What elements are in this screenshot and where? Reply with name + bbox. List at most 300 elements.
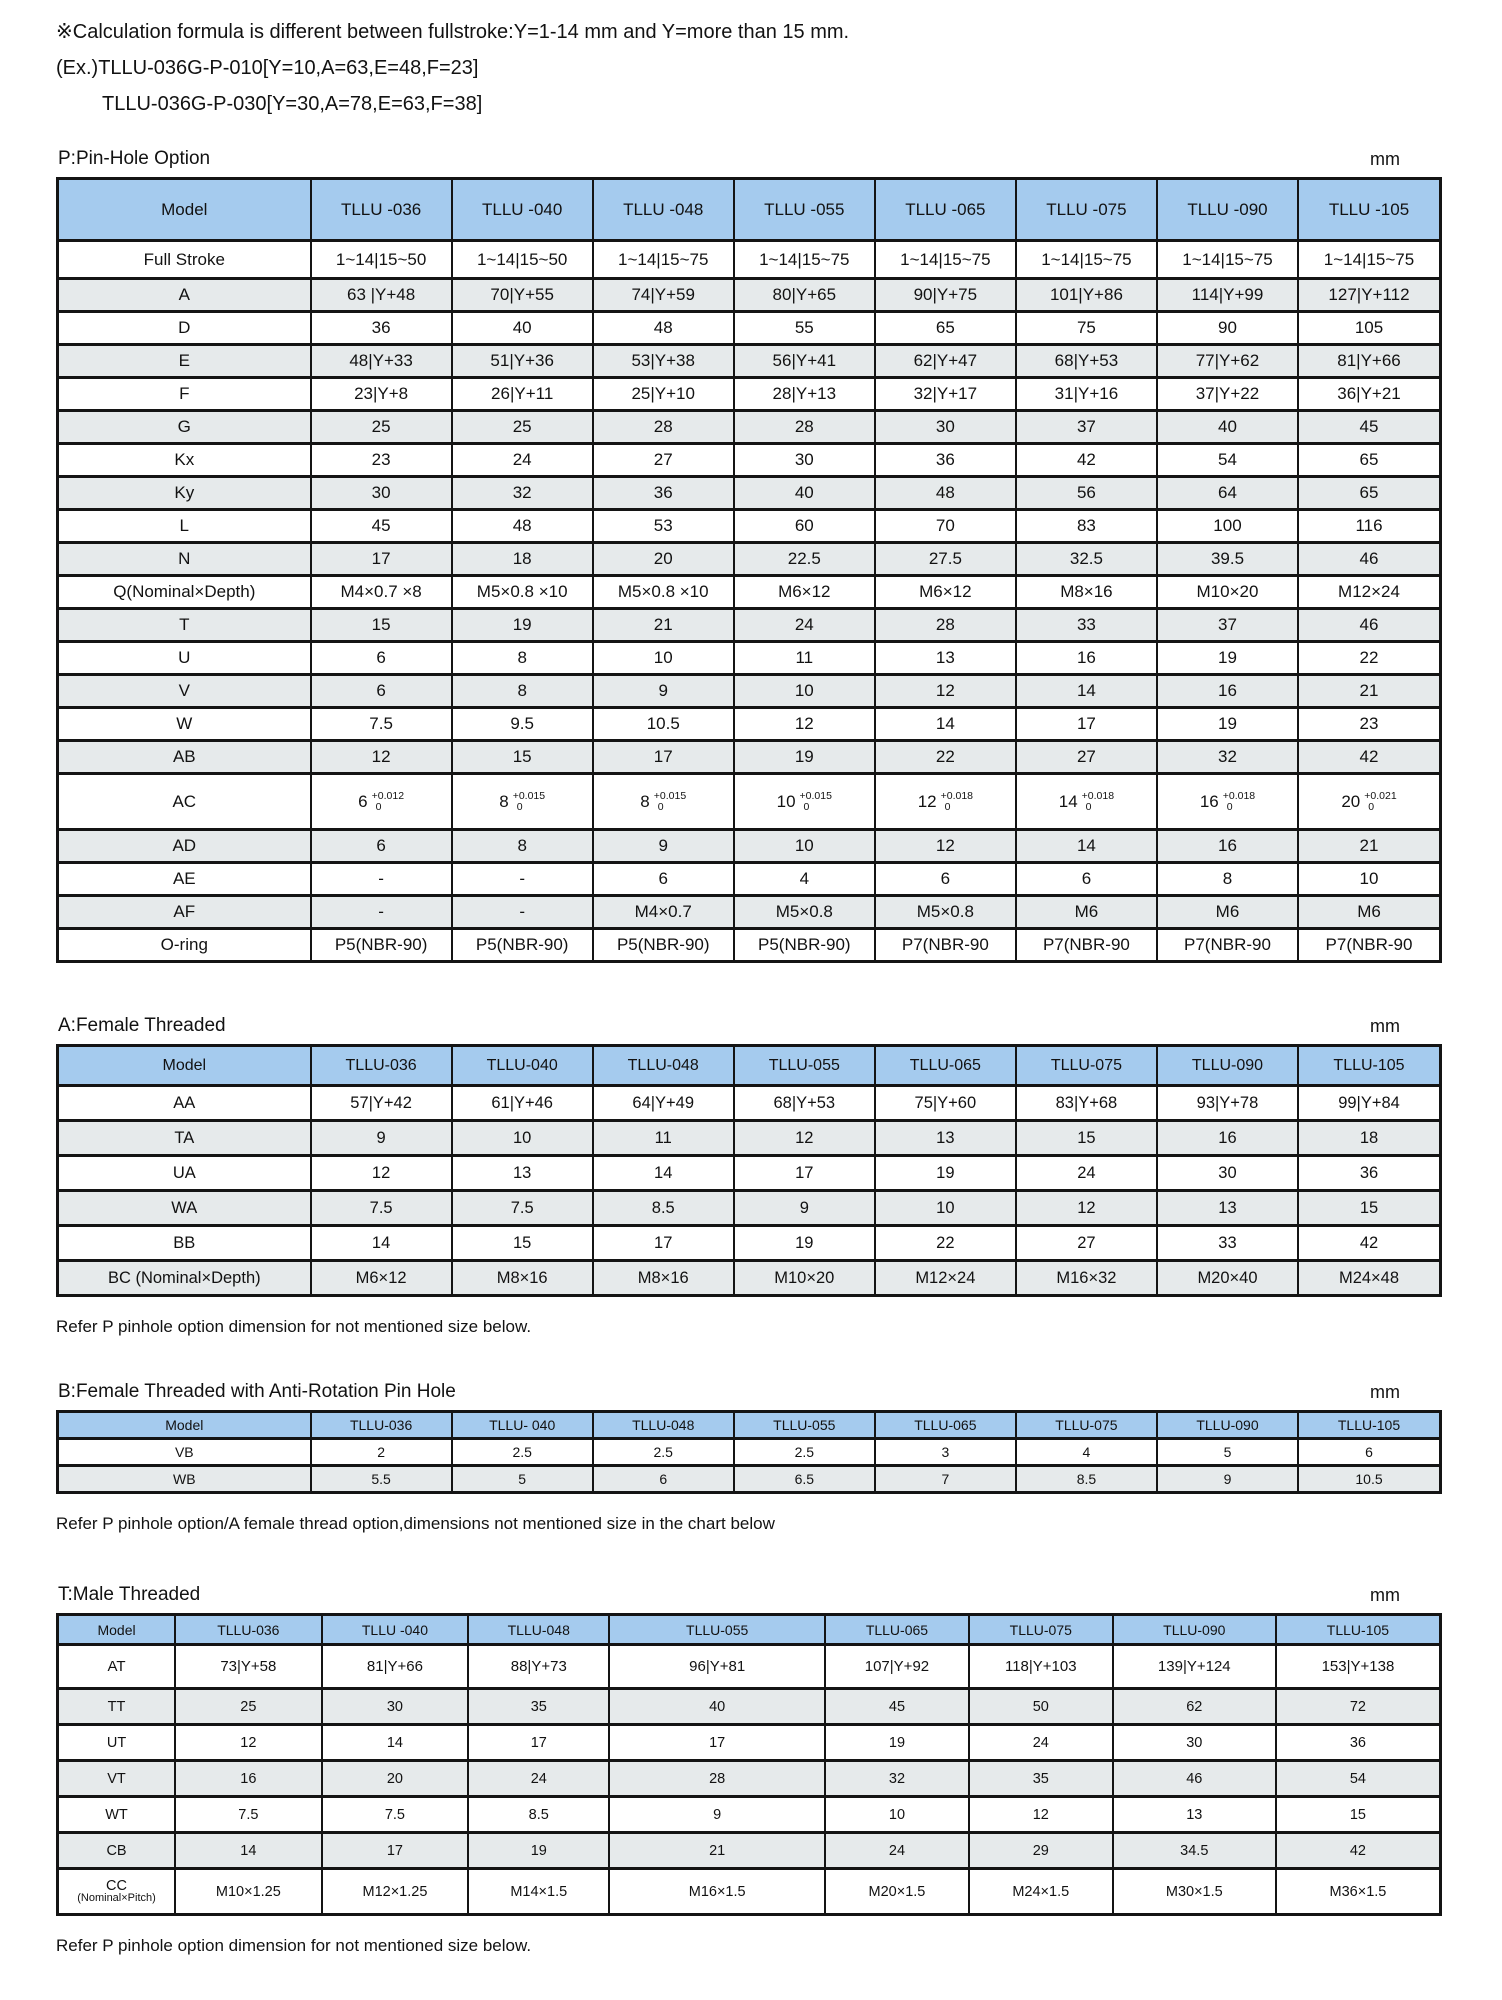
row-label: AF <box>58 896 311 929</box>
table-cell: 61|Y+46 <box>452 1086 593 1121</box>
section-header-female-threaded <box>56 1015 1442 1037</box>
section-header-male-threaded <box>56 1584 1442 1606</box>
table-cell: 32|Y+17 <box>875 378 1016 411</box>
table-cell: 22.5 <box>734 543 875 576</box>
table-cell: - <box>452 896 593 929</box>
row-label: AA <box>58 1086 311 1121</box>
table-cell: 75|Y+60 <box>875 1086 1016 1121</box>
table-cell: 46 <box>1298 543 1440 576</box>
table-cell: 36 <box>311 312 452 345</box>
section-title: T:Male Threaded <box>58 1584 201 1605</box>
column-header: TLLU-065 <box>825 1615 969 1645</box>
table-cell: 17 <box>609 1725 825 1761</box>
table-row <box>58 1226 1441 1261</box>
table-row <box>58 609 1441 642</box>
table-row <box>58 1689 1441 1725</box>
table-cell: 23 <box>1298 708 1440 741</box>
row-label: VT <box>58 1761 176 1797</box>
column-header: TLLU-055 <box>609 1615 825 1645</box>
table-cell: 54 <box>1157 444 1298 477</box>
row-label: F <box>58 378 311 411</box>
table-cell: 36|Y+21 <box>1298 378 1440 411</box>
table-cell: 10.5 <box>1298 1466 1440 1493</box>
table-cell: P5(NBR-90) <box>311 929 452 962</box>
table-cell: 88|Y+73 <box>468 1645 609 1689</box>
table-row <box>58 708 1441 741</box>
table-cell: 25 <box>452 411 593 444</box>
row-label: T <box>58 609 311 642</box>
table-cell: 99|Y+84 <box>1298 1086 1440 1121</box>
table-row <box>58 1833 1441 1869</box>
column-header: TLLU-048 <box>593 1046 734 1086</box>
table-cell: 19 <box>734 741 875 774</box>
unit-label: mm <box>1370 1585 1400 1605</box>
table-cell: 10 +0.015 0 <box>734 774 875 830</box>
table-cell: 16 <box>1157 830 1298 863</box>
table-cell: 7.5 <box>311 1191 452 1226</box>
table-row <box>58 510 1441 543</box>
table-cell: P5(NBR-90) <box>734 929 875 962</box>
table-cell: 64 <box>1157 477 1298 510</box>
column-header: TLLU -040 <box>322 1615 469 1645</box>
column-header: TLLU -055 <box>734 179 875 241</box>
table-cell: 7 <box>875 1466 1016 1493</box>
table-cell: 27.5 <box>875 543 1016 576</box>
table-cell: M20×40 <box>1157 1261 1298 1296</box>
table-cell: 80|Y+65 <box>734 279 875 312</box>
table-cell: 65 <box>875 312 1016 345</box>
table-cell: 14 <box>175 1833 322 1869</box>
table-cell: 5 <box>452 1466 593 1493</box>
column-header: TLLU-036 <box>175 1615 322 1645</box>
table-cell: P7(NBR-90 <box>1298 929 1440 962</box>
table-cell: 33 <box>1016 609 1157 642</box>
column-header: TLLU-075 <box>1016 1412 1157 1439</box>
table-cell: 28 <box>734 411 875 444</box>
table-cell: 40 <box>609 1689 825 1725</box>
column-header: TLLU-036 <box>311 1412 452 1439</box>
table-cell: M10×1.25 <box>175 1869 322 1915</box>
table-cell: 30 <box>1157 1156 1298 1191</box>
table-cell: 16 <box>175 1761 322 1797</box>
table-cell: 35 <box>468 1689 609 1725</box>
column-header: TLLU-090 <box>1157 1412 1298 1439</box>
table-cell: 9 <box>609 1797 825 1833</box>
table-cell: 14 <box>1016 675 1157 708</box>
table-cell: P7(NBR-90 <box>1157 929 1298 962</box>
table-cell: M16×1.5 <box>609 1869 825 1915</box>
table-cell: 15 <box>1298 1191 1440 1226</box>
table-row <box>58 1261 1441 1296</box>
table-cell: 8.5 <box>468 1797 609 1833</box>
unit-label: mm <box>1370 1382 1400 1402</box>
table-cell: 14 <box>875 708 1016 741</box>
table-cell: 12 <box>734 1121 875 1156</box>
table-cell: 10 <box>452 1121 593 1156</box>
table-cell: 2.5 <box>452 1439 593 1466</box>
top-notes <box>56 14 1442 122</box>
table-cell: 46 <box>1298 609 1440 642</box>
data-table <box>56 1044 1442 1297</box>
table-cell: 83|Y+68 <box>1016 1086 1157 1121</box>
table-male-threaded <box>56 1613 1442 1916</box>
table-cell: 13 <box>875 642 1016 675</box>
table-cell: 63 |Y+48 <box>311 279 452 312</box>
table-cell: 45 <box>1298 411 1440 444</box>
table-cell: M4×0.7 ×8 <box>311 576 452 609</box>
table-cell: 16 <box>1016 642 1157 675</box>
table-cell: 15 <box>1276 1797 1441 1833</box>
table-female-threaded <box>56 1044 1442 1297</box>
row-label: AC <box>58 774 311 830</box>
row-label: V <box>58 675 311 708</box>
table-cell: 9 <box>593 830 734 863</box>
row-label: UA <box>58 1156 311 1191</box>
table-pinhole-option <box>56 177 1442 963</box>
table-cell: 51|Y+36 <box>452 345 593 378</box>
table-cell: 9.5 <box>452 708 593 741</box>
table-cell: 116 <box>1298 510 1440 543</box>
column-header: TLLU- 040 <box>452 1412 593 1439</box>
table-cell: 15 <box>1016 1121 1157 1156</box>
table-cell: 60 <box>734 510 875 543</box>
table-cell: 14 <box>593 1156 734 1191</box>
table-cell: M8×16 <box>1016 576 1157 609</box>
table-cell: 56 <box>1016 477 1157 510</box>
table-cell: 27 <box>593 444 734 477</box>
table-cell: 90|Y+75 <box>875 279 1016 312</box>
table-cell: 37 <box>1157 609 1298 642</box>
table-cell: 100 <box>1157 510 1298 543</box>
column-header: TLLU-105 <box>1276 1615 1441 1645</box>
table-cell: 17 <box>311 543 452 576</box>
column-header: TLLU -075 <box>1016 179 1157 241</box>
table-cell: 2.5 <box>593 1439 734 1466</box>
table-row <box>58 1797 1441 1833</box>
table-cell: 1~14|15~75 <box>1157 241 1298 279</box>
table-cell: 6 <box>311 830 452 863</box>
row-label: G <box>58 411 311 444</box>
row-label: D <box>58 312 311 345</box>
unit-label: mm <box>1370 149 1400 169</box>
row-label: VB <box>58 1439 311 1466</box>
table-cell: 16 +0.018 0 <box>1157 774 1298 830</box>
table-cell: 70 <box>875 510 1016 543</box>
table-cell: 10 <box>1298 863 1440 896</box>
table-cell: 10 <box>734 830 875 863</box>
table-cell: 33 <box>1157 1226 1298 1261</box>
table-cell: 1~14|15~75 <box>1016 241 1157 279</box>
table-cell: 14 <box>322 1725 469 1761</box>
table-cell: 81|Y+66 <box>1298 345 1440 378</box>
table-cell: 8 <box>1157 863 1298 896</box>
column-header: TLLU-090 <box>1157 1046 1298 1086</box>
model-header: Model <box>58 1412 311 1439</box>
table-cell: 12 <box>969 1797 1113 1833</box>
table-cell: 17 <box>1016 708 1157 741</box>
table-cell: M24×48 <box>1298 1261 1440 1296</box>
table-row <box>58 896 1441 929</box>
table-cell: 93|Y+78 <box>1157 1086 1298 1121</box>
data-table <box>56 1410 1442 1494</box>
table-row <box>58 929 1441 962</box>
row-label: UT <box>58 1725 176 1761</box>
table-cell: P5(NBR-90) <box>452 929 593 962</box>
table-cell: 7.5 <box>311 708 452 741</box>
table-cell: 12 <box>875 675 1016 708</box>
table-row <box>58 1121 1441 1156</box>
example-line-2: TLLU-036G-P-030[Y=30,A=78,E=63,F=38] <box>102 93 483 115</box>
table-cell: 8 +0.015 0 <box>452 774 593 830</box>
table-cell: 101|Y+86 <box>1016 279 1157 312</box>
table-cell: M6×12 <box>875 576 1016 609</box>
table-cell: 30 <box>311 477 452 510</box>
table-cell: 45 <box>311 510 452 543</box>
table-cell: 12 <box>875 830 1016 863</box>
table-cell: 48 <box>593 312 734 345</box>
table-cell: M12×1.25 <box>322 1869 469 1915</box>
table-cell: 48|Y+33 <box>311 345 452 378</box>
table-cell: 32 <box>452 477 593 510</box>
row-label: BB <box>58 1226 311 1261</box>
table-cell: 13 <box>1113 1797 1276 1833</box>
table-cell: 14 <box>311 1226 452 1261</box>
table-row <box>58 1466 1441 1493</box>
table-row <box>58 1439 1441 1466</box>
table-row <box>58 1191 1441 1226</box>
table-row <box>58 444 1441 477</box>
table-cell: 62|Y+47 <box>875 345 1016 378</box>
table-cell: 81|Y+66 <box>322 1645 469 1689</box>
table-row <box>58 863 1441 896</box>
table-cell: M30×1.5 <box>1113 1869 1276 1915</box>
table-cell: 19 <box>734 1226 875 1261</box>
table-cell: 15 <box>311 609 452 642</box>
column-header: TLLU -048 <box>593 179 734 241</box>
table-cell: 24 <box>468 1761 609 1797</box>
table-cell: 96|Y+81 <box>609 1645 825 1689</box>
table-cell: 36 <box>875 444 1016 477</box>
row-label: WT <box>58 1797 176 1833</box>
table-cell: 107|Y+92 <box>825 1645 969 1689</box>
table-cell: 28 <box>875 609 1016 642</box>
table-cell: 37 <box>1016 411 1157 444</box>
table-cell: 64|Y+49 <box>593 1086 734 1121</box>
row-label: AB <box>58 741 311 774</box>
table-cell: 6.5 <box>734 1466 875 1493</box>
row-label: TA <box>58 1121 311 1156</box>
column-header: TLLU -040 <box>452 179 593 241</box>
table-cell: 19 <box>1157 642 1298 675</box>
table-note: Refer P pinhole option dimension for not mentioned size below. <box>56 1317 532 1336</box>
table-cell: 12 <box>1016 1191 1157 1226</box>
column-header: TLLU-105 <box>1298 1412 1440 1439</box>
row-label: TT <box>58 1689 176 1725</box>
table-note: Refer P pinhole option/A female thread option,dimensions not mentioned size in the chart below <box>56 1514 775 1533</box>
table-cell: 11 <box>734 642 875 675</box>
table-cell: 68|Y+53 <box>734 1086 875 1121</box>
table-row <box>58 477 1441 510</box>
table-row <box>58 1761 1441 1797</box>
table-cell: 7.5 <box>322 1797 469 1833</box>
row-label: CB <box>58 1833 176 1869</box>
table-cell: 77|Y+62 <box>1157 345 1298 378</box>
table-cell: 5.5 <box>311 1466 452 1493</box>
table-cell: 48 <box>875 477 1016 510</box>
table-cell: M20×1.5 <box>825 1869 969 1915</box>
table-cell: 25 <box>175 1689 322 1725</box>
table-cell: M12×24 <box>1298 576 1440 609</box>
table-cell: 127|Y+112 <box>1298 279 1440 312</box>
table-cell: 25 <box>311 411 452 444</box>
row-label: U <box>58 642 311 675</box>
row-label: AT <box>58 1645 176 1689</box>
row-label: Kx <box>58 444 311 477</box>
table-cell: 26|Y+11 <box>452 378 593 411</box>
table-cell: 90 <box>1157 312 1298 345</box>
table-row <box>58 411 1441 444</box>
table-cell: 21 <box>593 609 734 642</box>
table-cell: P7(NBR-90 <box>1016 929 1157 962</box>
table-cell: 56|Y+41 <box>734 345 875 378</box>
table-cell: 40 <box>1157 411 1298 444</box>
table-cell: 27 <box>1016 1226 1157 1261</box>
column-header: TLLU -105 <box>1298 179 1440 241</box>
table-cell: 2 <box>311 1439 452 1466</box>
table-cell: M6×12 <box>311 1261 452 1296</box>
table-cell: 36 <box>1298 1156 1440 1191</box>
table-row <box>58 1725 1441 1761</box>
header-row <box>58 1615 1441 1645</box>
row-label: N <box>58 543 311 576</box>
table-cell: M5×0.8 ×10 <box>593 576 734 609</box>
table-cell: 10 <box>825 1797 969 1833</box>
row-label: AD <box>58 830 311 863</box>
table-cell: M24×1.5 <box>969 1869 1113 1915</box>
table-cell: 14 +0.018 0 <box>1016 774 1157 830</box>
table-cell: 19 <box>875 1156 1016 1191</box>
table-cell: 13 <box>452 1156 593 1191</box>
table-cell: 22 <box>875 741 1016 774</box>
table-cell: M6 <box>1157 896 1298 929</box>
table-row <box>58 741 1441 774</box>
table-cell: 8 +0.015 0 <box>593 774 734 830</box>
table-cell: 55 <box>734 312 875 345</box>
table-cell: 30 <box>322 1689 469 1725</box>
row-label: E <box>58 345 311 378</box>
spacer <box>56 963 1442 1015</box>
table-cell: 17 <box>593 1226 734 1261</box>
table-cell: 8.5 <box>1016 1466 1157 1493</box>
table-cell: 22 <box>875 1226 1016 1261</box>
example-line-1: (Ex.)TLLU-036G-P-010[Y=10,A=63,E=48,F=23] <box>56 57 479 79</box>
table-cell: 36 <box>593 477 734 510</box>
table-cell: 30 <box>1113 1725 1276 1761</box>
section-header-pinhole <box>56 148 1442 170</box>
row-label: WA <box>58 1191 311 1226</box>
table-cell: M16×32 <box>1016 1261 1157 1296</box>
table-cell: 74|Y+59 <box>593 279 734 312</box>
table-cell: 11 <box>593 1121 734 1156</box>
table-cell: 114|Y+99 <box>1157 279 1298 312</box>
table-cell: 12 <box>734 708 875 741</box>
table-cell: M14×1.5 <box>468 1869 609 1915</box>
table-cell: 40 <box>734 477 875 510</box>
table-cell: 6 <box>1298 1439 1440 1466</box>
column-header: TLLU -065 <box>875 179 1016 241</box>
table-cell: 8 <box>452 675 593 708</box>
table-cell: 45 <box>825 1689 969 1725</box>
table-cell: 139|Y+124 <box>1113 1645 1276 1689</box>
table-cell: 24 <box>1016 1156 1157 1191</box>
table-cell: 28 <box>609 1761 825 1797</box>
table-cell: 1~14|15~50 <box>452 241 593 279</box>
table-cell: 12 <box>175 1725 322 1761</box>
table-row <box>58 378 1441 411</box>
table-cell: 23|Y+8 <box>311 378 452 411</box>
table-cell: 75 <box>1016 312 1157 345</box>
table-cell: 1~14|15~75 <box>593 241 734 279</box>
section-header-anti-rotation <box>56 1381 1442 1403</box>
table-cell: 6 <box>593 1466 734 1493</box>
table-cell: 6 <box>593 863 734 896</box>
table-cell: 24 <box>452 444 593 477</box>
column-header: TLLU-048 <box>468 1615 609 1645</box>
table-cell: 24 <box>734 609 875 642</box>
table-cell: 54 <box>1276 1761 1441 1797</box>
table-cell: 6 <box>1016 863 1157 896</box>
table-row <box>58 543 1441 576</box>
table-row <box>58 774 1441 830</box>
table-cell: 7.5 <box>175 1797 322 1833</box>
table-cell: M36×1.5 <box>1276 1869 1441 1915</box>
table-cell: 73|Y+58 <box>175 1645 322 1689</box>
table-cell: 36 <box>1276 1725 1441 1761</box>
table-cell: M12×24 <box>875 1261 1016 1296</box>
table-cell: 32 <box>1157 741 1298 774</box>
table-cell: 18 <box>1298 1121 1440 1156</box>
table-cell: 53|Y+38 <box>593 345 734 378</box>
table-cell: 118|Y+103 <box>969 1645 1113 1689</box>
table-row <box>58 1086 1441 1121</box>
table-cell: 10.5 <box>593 708 734 741</box>
spacer <box>56 1534 1442 1584</box>
table-row <box>58 279 1441 312</box>
column-header: TLLU-055 <box>734 1412 875 1439</box>
table-cell: 48 <box>452 510 593 543</box>
table-cell: M5×0.8 ×10 <box>452 576 593 609</box>
table-cell: 25|Y+10 <box>593 378 734 411</box>
table-cell: 31|Y+16 <box>1016 378 1157 411</box>
table-cell: - <box>452 863 593 896</box>
table-cell: 24 <box>825 1833 969 1869</box>
header-row <box>58 1412 1441 1439</box>
table-cell: 12 <box>311 741 452 774</box>
row-label: Ky <box>58 477 311 510</box>
table-cell: 1~14|15~75 <box>1298 241 1440 279</box>
table-cell: 105 <box>1298 312 1440 345</box>
table-cell: 19 <box>1157 708 1298 741</box>
row-label: Full Stroke <box>58 241 311 279</box>
table-cell: 6 +0.012 0 <box>311 774 452 830</box>
table-cell: 24 <box>969 1725 1113 1761</box>
row-label: AE <box>58 863 311 896</box>
table-cell: 8 <box>452 642 593 675</box>
table-cell: 8.5 <box>593 1191 734 1226</box>
table-cell: M8×16 <box>452 1261 593 1296</box>
table-cell: 19 <box>468 1833 609 1869</box>
table-cell: 6 <box>311 675 452 708</box>
